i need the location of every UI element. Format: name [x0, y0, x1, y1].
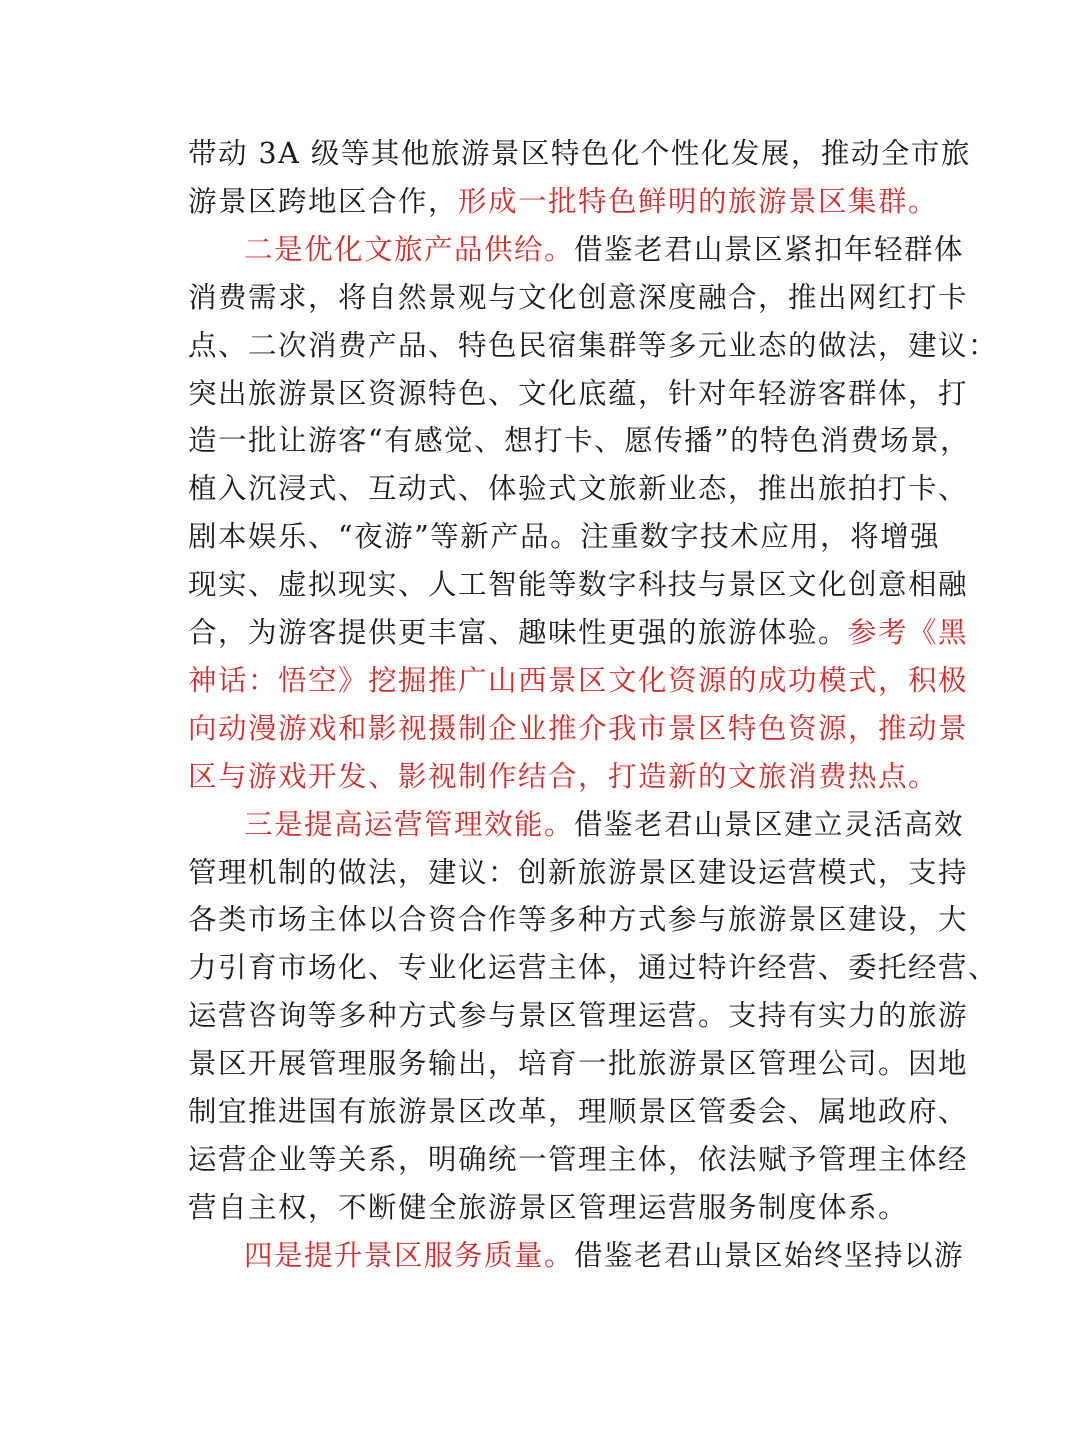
- body-text: 各类市场主体以合资合作等多种方式参与旅游景区建设，大: [188, 903, 969, 937]
- text-line: [188, 705, 969, 753]
- text-line: [188, 992, 969, 1040]
- body-text: 现实、虚拟现实、人工智能等数字科技与景区文化创意相融: [188, 568, 969, 602]
- text-line: [244, 801, 965, 849]
- text-line: [188, 753, 939, 801]
- text-line: [188, 513, 941, 561]
- body-text: 景区开展管理服务输出，培育一批旅游景区管理公司。因地: [188, 1047, 969, 1081]
- text-line: [188, 944, 999, 992]
- body-text: 借鉴老君山景区建立灵活高效: [574, 807, 965, 841]
- body-text: 游景区跨地区合作，: [188, 184, 459, 218]
- text-line: [188, 417, 971, 465]
- body-text: 植入沉浸式、互动式、体验式文旅新业态，推出旅拍打卡、: [188, 472, 969, 506]
- body-text: 合，为游客提供更丰富、趣味性更强的旅游体验。: [188, 616, 849, 649]
- highlight-text: 四是提升景区服务质量。: [244, 1238, 575, 1272]
- text-line: [188, 657, 969, 705]
- body-text: 营自主权，不断健全旅游景区管理运营服务制度体系。: [188, 1190, 909, 1224]
- body-text: 点、二次消费产品、特色民宿集群等多元业态的做法，建议：: [188, 328, 999, 362]
- body-text: 造一批让游客“有感觉、想打卡、愿传播”的特色消费场景，: [188, 424, 971, 458]
- text-line: [188, 465, 969, 513]
- body-text: 借鉴老君山景区紧扣年轻群体: [574, 232, 965, 266]
- body-text: 剧本娱乐、“夜游”等新产品。注重数字技术应用，将增强: [188, 520, 941, 554]
- text-line: [188, 609, 969, 657]
- text-line: [188, 130, 971, 178]
- text-line: [188, 1184, 909, 1232]
- text-line: [188, 561, 969, 609]
- text-line: [244, 1232, 965, 1280]
- text-line: [188, 896, 969, 944]
- body-text: 消费需求，将自然景观与文化创意深度融合，推出网红打卡: [188, 280, 969, 314]
- highlight-text: 三是提高运营管理效能。: [244, 807, 575, 841]
- text-line: [188, 1088, 969, 1136]
- body-text: 借鉴老君山景区始终坚持以游: [574, 1238, 965, 1272]
- body-text: 运营企业等关系，明确统一管理主体，依法赋予管理主体经: [188, 1142, 969, 1176]
- highlight-text: 神话：悟空》挖掘推广山西景区文化资源的成功模式，积极: [188, 663, 969, 697]
- body-text: 力引育市场化、专业化运营主体，通过特许经营、委托经营、: [188, 951, 999, 985]
- body-text: 管理机制的做法，建议：创新旅游景区建设运营模式，支持: [188, 855, 969, 889]
- body-text: 突出旅游景区资源特色、文化底蕴，针对年轻游客群体，打: [188, 376, 969, 410]
- highlight-text: 参考《黑: [848, 616, 969, 649]
- text-line: [188, 178, 939, 226]
- highlight-text: 向动漫游戏和影视摄制企业推介我市景区特色资源，推动景: [188, 711, 969, 745]
- highlight-text: 区与游戏开发、影视制作结合，打造新的文旅消费热点。: [188, 759, 939, 793]
- text-line: [188, 849, 969, 897]
- body-text: 运营咨询等多种方式参与景区管理运营。支持有实力的旅游: [188, 999, 969, 1033]
- body-text: 带动 3A 级等其他旅游景区特色化个性化发展，推动全市旅: [188, 137, 971, 170]
- highlight-text: 形成一批特色鲜明的旅游景区集群。: [458, 184, 939, 218]
- text-line: [244, 226, 965, 274]
- text-line: [188, 274, 969, 322]
- text-line: [188, 370, 969, 418]
- highlight-text: 二是优化文旅产品供给。: [244, 232, 575, 266]
- text-line: [188, 1040, 969, 1088]
- text-line: [188, 322, 999, 370]
- text-line: [188, 1136, 969, 1184]
- body-text: 制宜推进国有旅游景区改革，理顺景区管委会、属地政府、: [188, 1095, 969, 1128]
